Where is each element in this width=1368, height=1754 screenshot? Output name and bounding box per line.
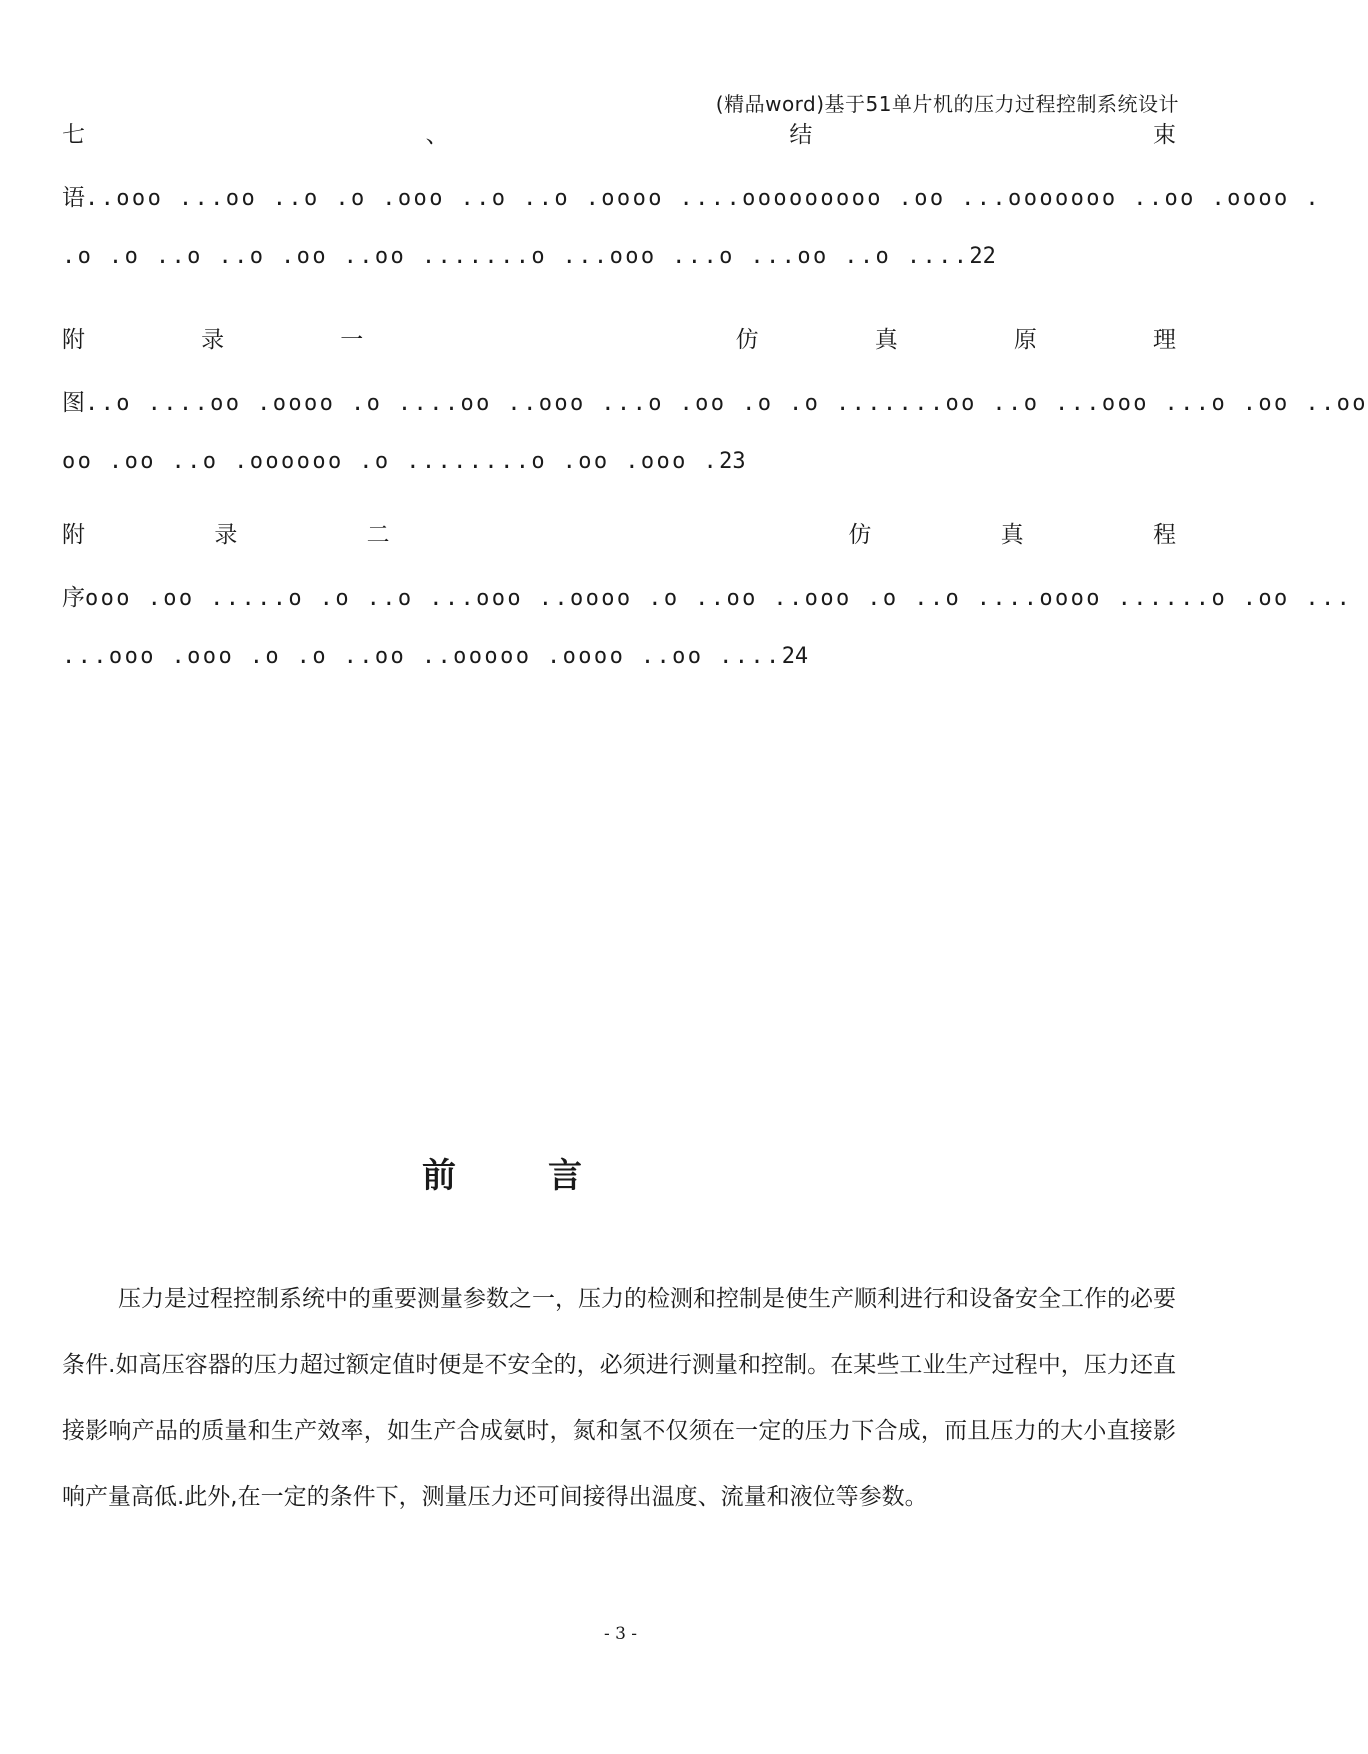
toc-title-char: 七	[62, 122, 85, 148]
toc-leader-dots: ..o ....oo .oooo .o ....oo ..ooo ...o .oo .o .o .......oo ..o ...ooo ...o .oo ..oo	[85, 391, 1368, 416]
toc-leader-dots: ooo .oo .....o .o ..o ...ooo ..oooo .o ..oo ..ooo .o ..o ....oooo ......o .oo ...	[85, 586, 1353, 611]
toc-title-char: 录	[201, 327, 225, 353]
toc-title	[62, 120, 1176, 150]
toc-title-char: 二	[366, 522, 390, 548]
toc-title-char: 结	[789, 122, 813, 148]
section-title-preface	[422, 1148, 582, 1197]
toc-entry-conclusion[interactable]	[62, 120, 1321, 272]
preface-paragraph	[62, 1266, 1176, 1530]
toc-title-char: 附	[62, 522, 85, 548]
preface-paragraph-text: 压力是过程控制系统中的重要测量参数之一，压力的检测和控制是使生产顺利进行和设备安全工作的必要条件.如高压容器的压力超过额定值时便是不安全的，必须进行测量和控制。在某些工业生产过程中，压力还直接影响产品的质量和生产效率，如生产合成氨时，氮和氢不仅须在一定的压力下合成，而且压力的大小直接影响产量高低.此外,在一定的条件下，测量压力还可间接得出温度、流量和液位等参数。	[62, 1286, 1176, 1510]
toc-leader-dots: ...ooo .ooo .o .o ..oo ..ooooo .oooo ..oo ....	[62, 644, 782, 669]
toc-title-char: 一	[340, 327, 364, 353]
toc-leader-dots: oo .oo ..o .oooooo .o ........o .oo .ooo .	[62, 449, 720, 474]
running-header: (精品word)基于51单片机的压力过程控制系统设计	[715, 92, 1179, 116]
toc-title-char: 程	[1152, 522, 1176, 548]
toc-leader-line	[62, 183, 1321, 214]
toc-page-number: 24	[781, 644, 809, 669]
toc-title-char: 、	[425, 122, 449, 148]
toc-leader-dots: ..ooo ...oo ..o .o .ooo ..o ..o .oooo ....ooooooooo .oo ...ooooooo ..oo .oooo .	[85, 186, 1321, 211]
toc-lead-char: 图	[62, 390, 85, 416]
toc-leader-line	[62, 642, 1176, 672]
toc-title	[62, 325, 1176, 355]
toc-title-char: 理	[1152, 327, 1176, 353]
toc-leader-line	[62, 388, 1368, 419]
toc-page-number: 23	[719, 449, 746, 474]
toc-title-char: 真	[1000, 522, 1024, 548]
toc-lead-char: 序	[62, 585, 85, 611]
toc-page-number: 22	[969, 244, 996, 269]
toc-entry-appendix-2[interactable]	[62, 520, 1353, 672]
toc-leader-dots: .o .o ..o ..o .oo ..oo .......o ...ooo ...o ...oo ..o ....	[62, 244, 970, 269]
toc-entry-appendix-1[interactable]	[62, 325, 1368, 477]
toc-title-char: 束	[1152, 122, 1176, 148]
toc-leader-line	[62, 447, 1176, 477]
toc-title-char: 原	[1013, 327, 1037, 353]
toc-title-char: 附	[62, 327, 85, 353]
section-title-char: 言	[548, 1156, 582, 1196]
toc-leader-line	[62, 583, 1353, 614]
toc-lead-char: 语	[62, 185, 85, 211]
toc-title	[62, 520, 1176, 550]
toc-title-char: 真	[874, 327, 898, 353]
toc-leader-line	[62, 242, 1176, 272]
page-number: - 3 -	[603, 1624, 638, 1644]
section-title-char: 前	[422, 1156, 456, 1196]
toc-title-char: 仿	[848, 522, 872, 548]
toc-title-char: 录	[214, 522, 238, 548]
toc-title-char: 仿	[735, 327, 759, 353]
